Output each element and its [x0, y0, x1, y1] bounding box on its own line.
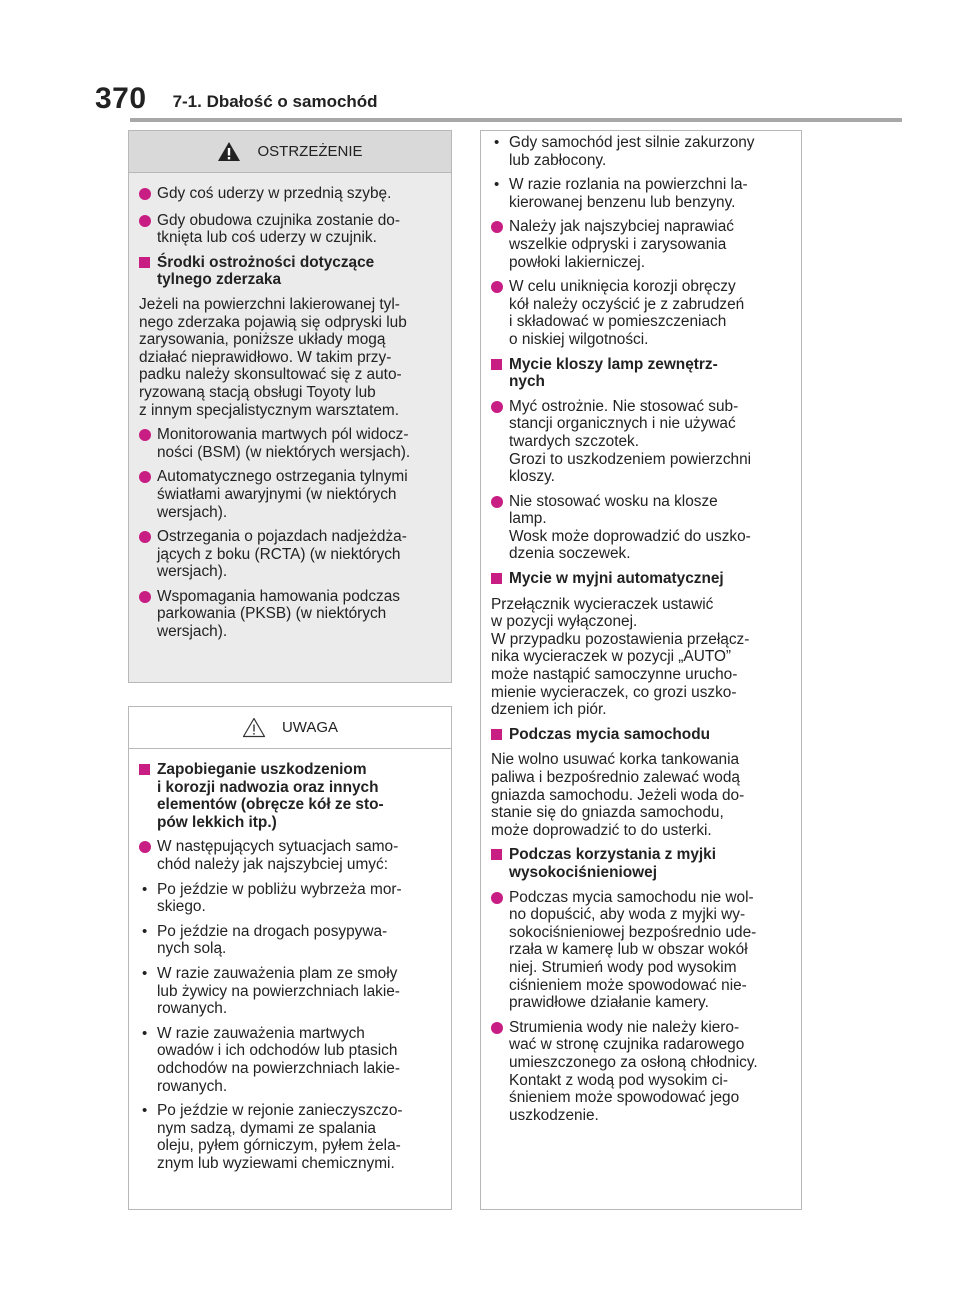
caution-box	[128, 706, 452, 1210]
paragraph: Przełącznik wycieraczek ustawić w pozycji wyłączonej. W przypadku pozostawienia przełącz- nika wycieraczek w pozycji „AUTO” może nastąpić samoczynne urucho- mienie wycieraczek, co grozi uszko- dzeniem ich piór.	[491, 595, 750, 719]
list-item-text: W celu uniknięcia korozji obręczy kół należy oczyścić je z zabrudzeń i składować w pomieszczeniach o niskiej wilgotności.	[509, 278, 745, 348]
bullet-dot-icon	[491, 281, 503, 293]
list-item-text: Należy jak najszybciej naprawiać wszelkie odpryski i zarysowania powłoki lakierniczej.	[509, 218, 734, 271]
list-item	[139, 1025, 445, 1095]
bullet-point-icon: •	[494, 134, 500, 151]
paragraph: Jeżeli na powierzchni lakierowanej tyl- nego zderzaka pojawią się odpryski lub zarysowania, poniższe układy mogą działać nieprawidłowo. W takim przy- padku należy skonsultować się z auto- ryzowaną stacją obsługi Toyoty lub z innym specjalistycznym warsztatem.	[139, 295, 407, 419]
list-item	[139, 965, 445, 1018]
subheading	[139, 254, 445, 289]
list-item-text: Myć ostrożnie. Nie stosować sub- stancji organicznych i nie używać twardych szczotek. Grozi to uszkodzeniem powierzchni kloszy.	[509, 397, 752, 486]
caution-triangle-outline-icon	[242, 717, 266, 738]
subheading	[491, 846, 795, 881]
list-item-text: Po jeździe w rejonie zanieczyszczo- nym sadzą, dymami ze spalania oleju, pyłem górniczym, pyłem żela- znym lub wyziewami chemicznymi.	[157, 1102, 403, 1172]
list-item-text: Wspomagania hamowania podczas parkowania (PKSB) (w niektórych wersjach).	[157, 587, 400, 641]
list-item	[139, 923, 445, 958]
bullet-dot-icon	[139, 841, 151, 853]
list-item-text: W razie zauważenia martwych owadów i ich odchodów lub ptasich odchodów na powierzchniach lakie- rowanych.	[157, 1024, 400, 1095]
bullet-point-icon: •	[142, 964, 148, 982]
bullet-dot-icon	[491, 401, 503, 413]
square-marker-icon	[139, 257, 150, 268]
warning-triangle-filled-icon	[217, 141, 241, 162]
bullet-point-icon: •	[142, 880, 148, 898]
subheading	[491, 570, 795, 589]
square-marker-icon	[491, 359, 502, 370]
bullet-dot-icon	[491, 1022, 503, 1034]
list-item-text: W razie zauważenia plam ze smoły lub żywicy na powierzchniach lakie- rowanych.	[157, 964, 400, 1018]
list-item	[139, 426, 445, 461]
warning-title: OSTRZEŻENIE	[257, 143, 363, 160]
list-item-text: Automatycznego ostrzegania tylnymi światłami awaryjnymi (w niektórych wersjach).	[157, 468, 408, 521]
warning-box	[128, 130, 452, 683]
bullet-dot-icon	[491, 496, 503, 508]
bullet-point-icon: •	[142, 1024, 148, 1042]
bullet-dot-icon	[491, 892, 503, 904]
list-item-text: Ostrzegania o pojazdach nadjeżdża- jących z boku (RCTA) (w niektórych wersjach).	[157, 528, 407, 581]
header-rule	[130, 118, 902, 122]
list-item	[139, 838, 445, 873]
subheading-text: Mycie w myjni automatycznej	[509, 570, 724, 588]
subheading-text: Środki ostrożności dotyczące tylnego zderzaka	[157, 253, 375, 289]
list-item-text: Gdy samochód jest silnie zakurzony lub zabłocony.	[509, 134, 755, 169]
bullet-dot-icon	[139, 188, 151, 200]
bullet-dot-icon	[139, 429, 151, 441]
subheading-text: Mycie kloszy lamp zewnętrz- nych	[509, 355, 718, 391]
list-item	[491, 889, 795, 1012]
bullet-point-icon: •	[494, 176, 500, 194]
paragraph: Nie wolno usuwać korka tankowania paliwa i bezpośrednio zalewać wodą gniazda samochodu. Jeżeli woda do- stanie się do gniazda samochodu, może doprowadzić to do usterki.	[491, 751, 745, 839]
bullet-point-icon: •	[142, 922, 148, 940]
bullet-dot-icon	[491, 221, 503, 233]
list-item	[139, 212, 445, 247]
list-item	[139, 468, 445, 521]
list-item-text: Monitorowania martwych pól widocz- ności (BSM) (w niektórych wersjach).	[157, 426, 411, 461]
caution-title: UWAGA	[281, 719, 339, 736]
list-item	[139, 528, 445, 581]
bullet-dot-icon	[139, 531, 151, 543]
list-item	[491, 398, 795, 486]
list-item-text: W następujących sytuacjach samo- chód należy jak najszybciej umyć:	[157, 838, 399, 873]
bullet-dot-icon	[139, 215, 151, 227]
list-item	[491, 176, 795, 211]
list-item-text: Nie stosować wosku na klosze lamp. Wosk może doprowadzić do uszko- dzenia soczewek.	[509, 492, 751, 563]
subheading-text: Podczas mycia samochodu	[509, 725, 711, 743]
list-item	[491, 134, 795, 169]
list-item-text: Po jeździe na drogach posypywa- nych solą.	[157, 922, 388, 958]
subheading-text: Podczas korzystania z myjki wysokociśnieniowej	[509, 846, 717, 881]
page-header	[95, 78, 378, 114]
bullet-dot-icon	[139, 591, 151, 603]
subheading	[491, 726, 795, 745]
square-marker-icon	[491, 729, 502, 740]
warning-box-header	[129, 131, 451, 173]
list-item-text: Strumienia wody nie należy kiero- wać w stronę czujnika radarowego umieszczonego za osłoną chłodnicy. Kontakt z wodą pod wysokim ci- śnieniem może spowodować jego uszkodzenie.	[509, 1018, 758, 1124]
caution-box-header	[129, 707, 451, 749]
list-item	[139, 881, 445, 916]
caution-continued-content	[481, 131, 801, 1124]
square-marker-icon	[491, 849, 502, 860]
bullet-point-icon: •	[142, 1102, 148, 1120]
warning-content	[129, 173, 451, 641]
list-item-text: Podczas mycia samochodu nie wol- no dopuścić, aby woda z myjki wy- sokociśnieniowej bezpośrednio ude- rzała w kamerę lub w obszar wokół niej. Strumień wody pod wysokim ciśnieniem może spowodować nie- prawidłowe działanie kamery.	[509, 888, 757, 1012]
caution-content	[129, 749, 451, 1172]
subheading-text: Zapobieganie uszkodzeniom i korozji nadwozia oraz innych elementów (obręcze kół ze sto- pów lekkich itp.)	[157, 761, 384, 831]
bullet-dot-icon	[139, 471, 151, 483]
list-item	[139, 588, 445, 641]
square-marker-icon	[139, 764, 150, 775]
caution-box-continued	[480, 130, 802, 1210]
subheading	[139, 761, 445, 831]
subheading	[491, 356, 795, 391]
list-item-text: Gdy coś uderzy w przednią szybę.	[157, 185, 392, 202]
list-item	[491, 218, 795, 271]
list-item	[491, 1019, 795, 1125]
page-number: 370	[95, 82, 147, 115]
list-item	[139, 185, 445, 205]
list-item-text: Po jeździe w pobliżu wybrzeża mor- skiego.	[157, 880, 402, 916]
square-marker-icon	[491, 573, 502, 584]
list-item-text: Gdy obudowa czujnika zostanie do- tknięta lub coś uderzy w czujnik.	[157, 211, 400, 247]
list-item-text: W razie rozlania na powierzchni la- kierowanej benzenu lub benzyny.	[509, 176, 748, 211]
list-item	[491, 278, 795, 348]
list-item	[139, 1102, 445, 1172]
section-title: 7-1. Dbałość o samochód	[172, 92, 378, 111]
list-item	[491, 493, 795, 563]
